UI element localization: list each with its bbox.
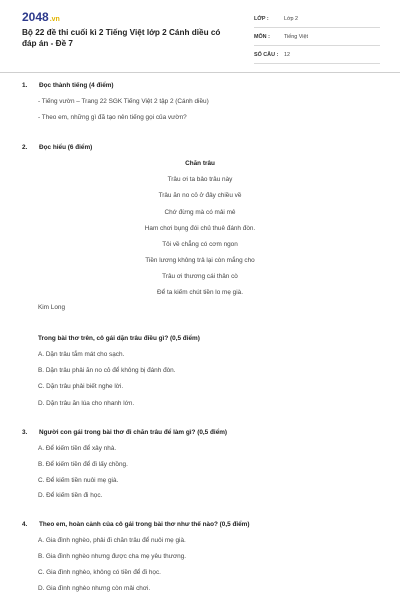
answer-option: B. Dặn trâu phải ăn no cỏ để không bị đánh đòn. [38,367,176,374]
meta-row-subject [254,30,380,46]
poem-line: Trâu ơi ta bảo trâu này [167,176,233,183]
site-logo[interactable]: 2048.vn [22,10,60,24]
answer-option: D. Dặn trâu ăn lúa cho nhanh lớn. [38,400,135,407]
answer-option: D. Gia đình nghèo nhưng còn mải chơi. [38,585,151,592]
question-4-heading: 4. Theo em, hoàn cảnh của cô gái trong bài thơ như thế nào? (0,5 điểm) [22,521,250,528]
answer-option: C. Gia đình nghèo, không có tiền để đi học. [38,569,161,576]
meta-table [254,12,380,66]
meta-key: SỐ CÂU : [254,52,279,58]
q2-sub-question: Trong bài thơ trên, cô gái dặn trâu điều gì? (0,5 điểm) [38,335,200,342]
meta-row-grade [254,12,380,28]
answer-option: D. Để kiếm tiền đi học. [38,492,103,499]
header-divider [0,72,400,73]
poem-line: Trâu ơi thương cái thân cò [162,273,238,280]
meta-key: LỚP : [254,16,269,22]
answer-option: A. Dặn trâu tắm mát cho sạch. [38,351,125,358]
answer-option: C. Để kiếm tiền nuôi mẹ già. [38,477,119,484]
q1-line: - Theo em, những gì đã tạo nên tiếng gọi của vườn? [38,114,187,121]
poem-line: Trâu ăn no cỏ ở đây chiều về [158,192,242,199]
page-header [0,0,400,68]
q1-line: - Tiếng vườn – Trang 22 SGK Tiếng Việt 2 tập 2 (Cánh diều) [38,98,209,105]
answer-option: B. Gia đình nghèo nhưng được cha mẹ yêu thương. [38,553,187,560]
meta-value: Lớp 2 [284,16,299,22]
question-1-heading: 1. Đọc thành tiếng (4 điểm) [22,82,114,89]
question-2-heading: 2. Đọc hiểu (6 điểm) [22,144,93,151]
poem-line: Tôi về chẳng có cơm ngon [162,241,238,248]
poem-line: Để ta kiếm chút tiền lo mẹ già. [157,289,243,296]
answer-option: C. Dặn trâu phải biết nghe lời. [38,383,124,390]
poem-title: Chăn trâu [185,160,215,167]
document-title: Bộ 22 đề thi cuối kì 2 Tiếng Việt lớp 2 Cánh diều có đáp án - Đề 7 [22,28,221,48]
poem-line: Ham chơi bụng đói chủ thuê đánh đòn. [144,225,256,232]
meta-value: Tiếng Việt [284,34,308,40]
meta-row-count [254,48,380,64]
meta-key: MÔN : [254,34,270,40]
meta-value: 12 [284,52,290,58]
poem-line: Tiền lương không trả lại còn mắng cho [145,257,255,264]
answer-option: A. Để kiếm tiền để xây nhà. [38,445,117,452]
question-3-heading: 3. Người con gái trong bài thơ đi chăn trâu để làm gì? (0,5 điểm) [22,429,228,436]
poem-line: Chớ đừng mà có mải mê [164,209,236,216]
answer-option: B. Để kiếm tiền để đi lấy chồng. [38,461,128,468]
answer-option: A. Gia đình nghèo, phải đi chăn trâu để nuôi mẹ già. [38,537,186,544]
poem-author: Kim Long [38,304,65,311]
